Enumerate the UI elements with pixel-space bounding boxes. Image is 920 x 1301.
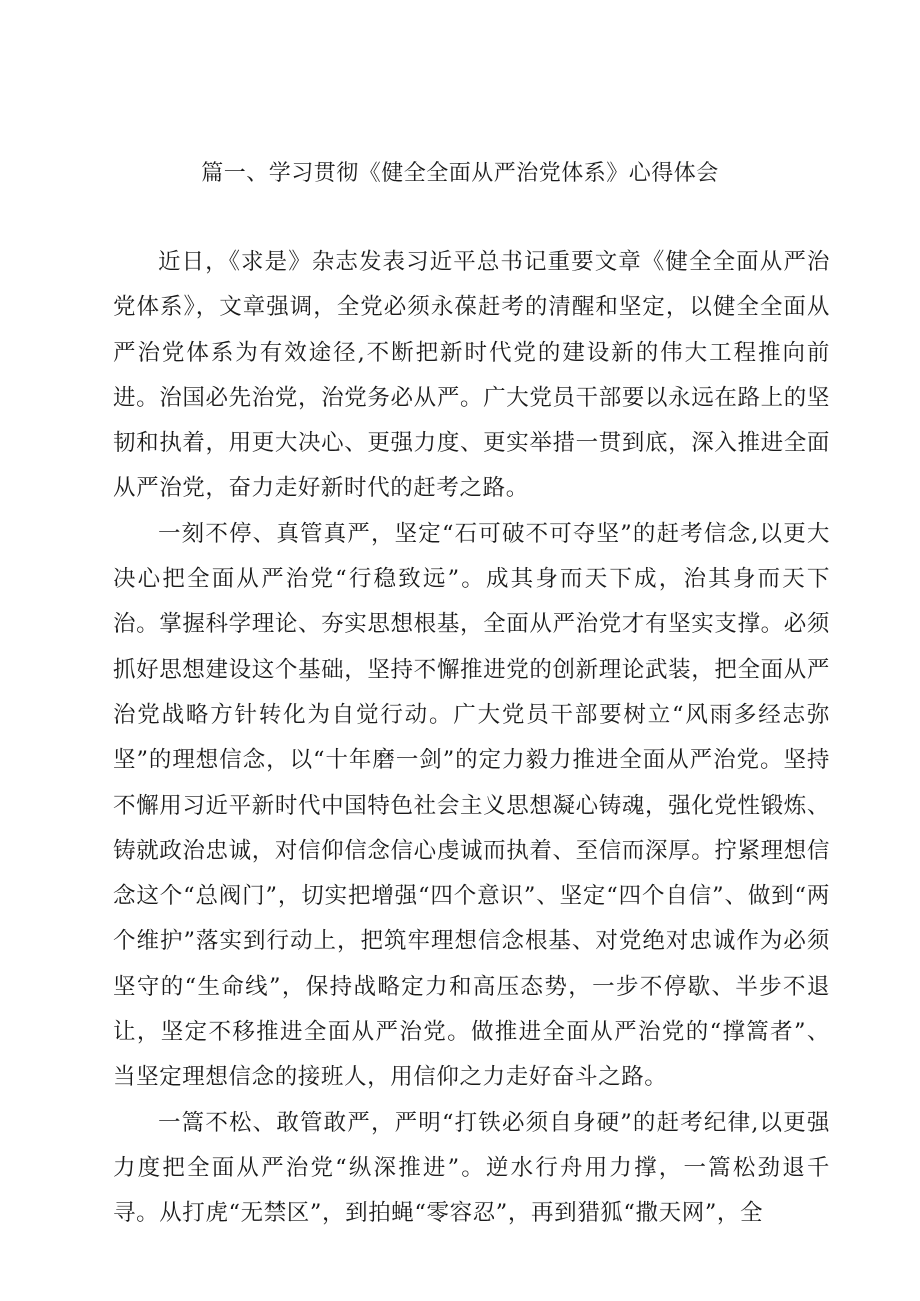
paragraph-2: 一刻不停、真管真严，坚定“石可破不可夺坚”的赶考信念,以更大决心把全面从严治党“行稳致远”。成其身而天下成，治其身而天下治。掌握科学理论、夯实思想根基，全面从严治党才有坚实支撑。必须抓好思想建设这个基础，坚持不懈推进党的创新理论武装，把全面从严治党战略方针转化为自觉行动。广大党员干部要树立“风雨多经志弥坚”的理想信念，以“十年磨一剑”的定力毅力推进全面从严治党。坚持不懈用习近平新时代中国特色社会主义思想凝心铸魂，强化党性锻炼、铸就政治忠诚，对信仰信念信心虔诚而执着、至信而深厚。拧紧理想信念这个“总阀门”，切实把增强“四个意识”、坚定“四个自信”、做到“两个维护”落实到行动上，把筑牢理想信念根基、对党绝对忠诚作为必须坚守的“生命线”，保持战略定力和高压态势，一步不停歇、半步不退让，坚定不移推进全面从严治党。做推进全面从严治党的“撑篙者”、当坚定理想信念的接班人，用信仰之力走好奋斗之路。 bbox=[113, 520, 830, 1091]
paragraph-1: 近日，《求是》杂志发表习近平总书记重要文章《健全全面从严治党体系》，文章强调，全党必须永葆赶考的清醒和坚定，以健全全面从严治党体系为有效途径,不断把新时代党的建设新的伟大工程推向前进。治国必先治党，治党务必从严。广大党员干部要以永远在路上的坚韧和执着，用更大决心、更强力度、更实举措一贯到底，深入推进全面从严治党，奋力走好新时代的赶考之路。 bbox=[113, 249, 830, 502]
document-body bbox=[113, 240, 830, 1237]
document-title: 篇一、学习贯彻《健全全面从严治党体系》心得体会 bbox=[201, 161, 719, 186]
paragraph-3: 一篙不松、敢管敢严，严明“打铁必须自身硬”的赶考纪律,以更强力度把全面从严治党“纵深推进”。逆水行舟用力撑，一篙松劲退千寻。从打虎“无禁区”，到拍蝇“零容忍”，再到猎狐“撒天网”，全 bbox=[113, 1109, 830, 1227]
